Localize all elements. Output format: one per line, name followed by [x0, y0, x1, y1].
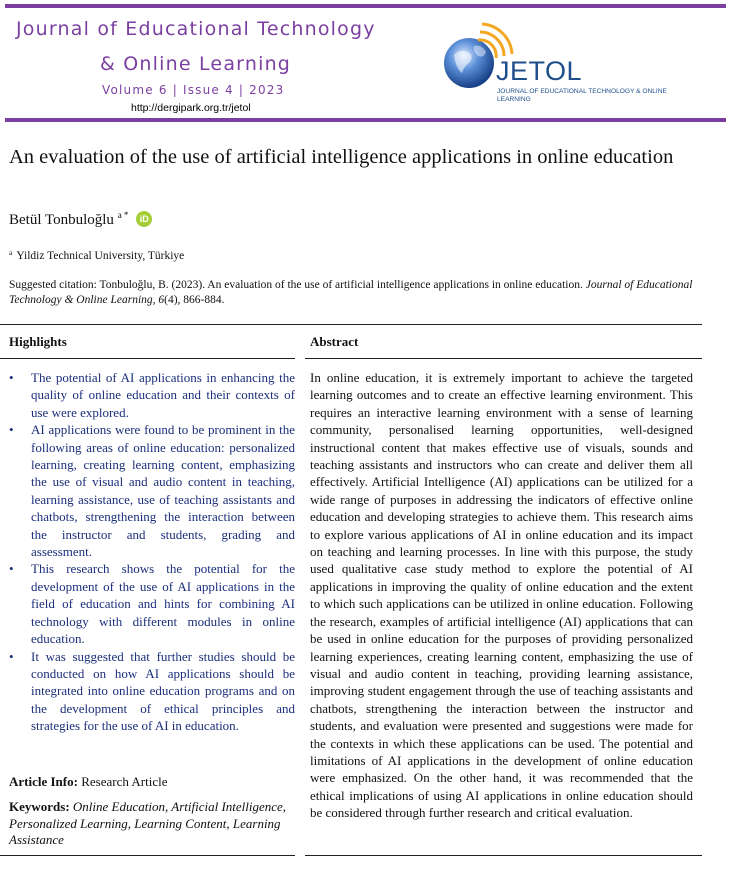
highlight-item: • This research shows the potential for the development of the use of AI applications in the field of education and hints for combining AI technology with different modules in online education. — [9, 560, 295, 647]
affiliation-mark: a — [9, 248, 13, 257]
author-line — [9, 210, 152, 229]
journal-title-line1: Journal of Educational Technology — [16, 18, 376, 40]
highlight-item: • AI applications were found to be prominent in the following areas of online education: personalized learning, creating learning content, emphasizing the use of visual and audio content in teaching, learning assistance, use of teaching assistants and chatbots, strengthening the interaction between the instructor and students, grading and assessment. — [9, 421, 295, 560]
orcid-icon[interactable]: iD — [136, 211, 152, 227]
suggested-citation — [9, 278, 709, 307]
author-name: Betül Tonbuloğlu — [9, 212, 114, 228]
journal-title-line2: & Online Learning — [100, 53, 292, 75]
highlight-item: • It was suggested that further studies should be conducted on how AI applications should be integrated into online education programs and on the development of ethical principles and strategies for the use of AI in education. — [9, 648, 295, 735]
paper-title: An evaluation of the use of artificial intelligence applications in online education — [9, 146, 674, 168]
highlights-bottom-rule — [0, 855, 295, 856]
header-top-rule — [5, 4, 726, 8]
abstract-bottom-rule — [305, 855, 702, 856]
citation-journal: Journal of Educational Technology & Online Learning, 6 — [9, 279, 693, 306]
journal-url-link[interactable]: http://dergipark.org.tr/jetol — [131, 102, 251, 114]
citation-suffix: (4), 866-884. — [164, 293, 225, 306]
table-top-rule — [0, 324, 702, 325]
keywords-label: Keywords: — [9, 799, 70, 814]
abstract-text: In online education, it is extremely important to achieve the targeted learning outcomes and to create an effective learning environment. This requires an interactive learning environment with a sense of learning community, personalised learning opportunities, well-designed instructional content that makes effective use of visuals, sounds and teaching assistants and instructors who can create and deliver them all effectively. Artificial Intelligence (AI) applications can be utilized for a wide range of purposes in addressing the indicators of effective online education and developing strategies to achieve them. This research aims to explore various applications of AI in online education and its impact on teaching and learning processes. In line with this purpose, the study used qualitative case study method to explore the potential of AI applications in improving the quality of online education and the extent to which such applications can be utilized in online education. Following the research, examples of artificial intelligence (AI) applications that can be used in online education for the purposes of providing personalized learning experiences, creating learning content, emphasizing the use of visual and audio content in teaching, providing learning assistance, improving student engagement through the use of teaching assistants and chatbots, strengthening the interaction between the instructor and students, and evaluation were presented and suggestions were made for the contexts in which these applications can be used. The potential and limitations of AI applications in the development of online education were emphasized. On the other hand, it was recommended that the ethical implications of using AI applications in online education should be considered through further research and critical evaluation. — [310, 370, 693, 821]
highlight-item: • The potential of AI applications in enhancing the quality of online education and their contexts of use were explored. — [9, 369, 295, 421]
highlights-list — [9, 369, 295, 735]
citation-prefix: Suggested citation: Tonbuloğlu, B. (2023). An evaluation of the use of artificial intelligence applications in online education. — [9, 279, 586, 291]
logo-name: JETOL — [496, 56, 583, 86]
highlights-heading: Highlights — [9, 334, 67, 349]
abstract-heading: Abstract — [310, 334, 359, 349]
article-info-value: Research Article — [81, 774, 168, 789]
keywords — [9, 799, 289, 849]
volume-issue: Volume 6 | Issue 4 | 2023 — [102, 83, 285, 97]
article-info-label: Article Info: — [9, 774, 78, 789]
keywords-value: Online Education, Artificial Intelligence, Personalized Learning, Learning Content, Learning Assistance — [9, 799, 287, 847]
header-bottom-rule — [5, 118, 726, 122]
highlights-heading-rule — [0, 358, 295, 359]
affiliation — [9, 248, 184, 262]
affiliation-text: Yildiz Technical University, Türkiye — [16, 250, 185, 262]
author-marks: a * — [117, 210, 129, 220]
article-info — [9, 774, 167, 790]
logo-subtitle: JOURNAL OF EDUCATIONAL TECHNOLOGY & ONLINE LEARNING — [497, 88, 667, 103]
abstract-heading-rule — [305, 358, 702, 359]
